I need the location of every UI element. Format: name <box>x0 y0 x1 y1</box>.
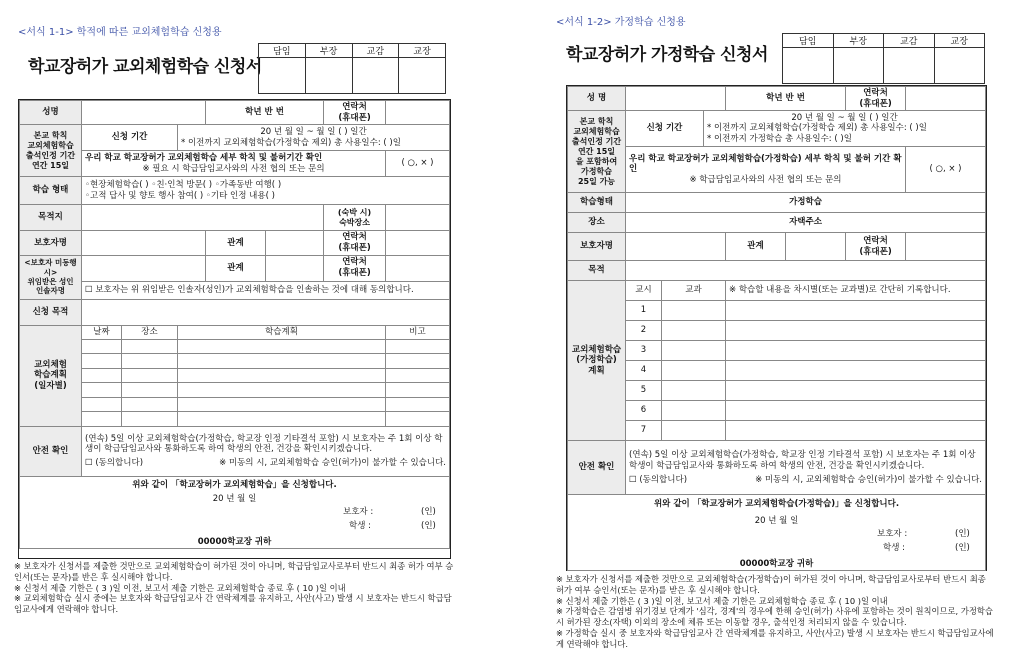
guardian-field[interactable] <box>82 231 206 255</box>
delegate-label: <보호자 미동행 시> 위임받은 성인 인솔자명 <box>20 255 82 299</box>
approval-homeroom: 담임 <box>259 44 306 58</box>
content-cell[interactable] <box>726 361 986 381</box>
plan-header-note: 비고 <box>386 325 450 339</box>
plan-cell[interactable] <box>178 368 386 383</box>
plan-cell[interactable] <box>386 397 450 412</box>
guardian-field[interactable] <box>626 233 726 261</box>
sign-box[interactable] <box>352 58 399 94</box>
safety-field <box>626 441 986 495</box>
date-line: 20 년 월 일 <box>212 494 257 505</box>
plan-cell[interactable] <box>82 397 122 412</box>
contact2-field[interactable] <box>906 233 986 261</box>
safety-agree-checkbox[interactable]: ☐ (동의합니다) <box>85 457 144 468</box>
plan-cell[interactable] <box>82 354 122 369</box>
content-cell[interactable] <box>726 321 986 341</box>
subject-cell[interactable] <box>662 401 726 421</box>
content-cell[interactable] <box>726 381 986 401</box>
rule-confirm-text: 우리 학교 학교장허가 교외체험학습(가정학습) 세부 학칙 및 불허 기간 확인 <box>629 153 902 175</box>
plan-header-content: ※ 학습할 내용을 차시별(또는 교과별)로 간단히 기록합니다. <box>726 281 986 301</box>
type-field[interactable] <box>82 177 450 205</box>
plan-header-plan: 학습계획 <box>178 325 386 339</box>
place-label: 장소 <box>568 213 626 233</box>
period-number: 5 <box>626 381 662 401</box>
plan-header-date: 날짜 <box>82 325 122 339</box>
sign-box[interactable] <box>934 48 985 84</box>
type-label: 학습형태 <box>568 193 626 213</box>
sign-box[interactable] <box>783 48 834 84</box>
subject-cell[interactable] <box>662 301 726 321</box>
student-sign-label: 학생 : <box>349 520 371 531</box>
apply-period-value: 20 년 월 일 ~ 월 일 ( ) 일간 <box>791 112 898 123</box>
subject-cell[interactable] <box>662 421 726 441</box>
type-label: 학습 형태 <box>20 177 82 205</box>
apply-period-field[interactable] <box>704 111 986 147</box>
form2-label: <서식 1-2> 가정학습 신청용 <box>556 17 686 28</box>
approval-head: 부장 <box>833 34 884 48</box>
contact2-label: 연락처 (휴대폰) <box>846 233 906 261</box>
sign-box[interactable] <box>884 48 935 84</box>
apply-period-field[interactable] <box>178 125 450 151</box>
approval-principal: 교장 <box>934 34 985 48</box>
contact-field[interactable] <box>386 101 450 125</box>
subject-cell[interactable] <box>662 341 726 361</box>
form1-notes <box>14 561 454 615</box>
plan-cell[interactable] <box>386 339 450 354</box>
rule-note: ※ 학급담임교사와의 사전 협의 또는 문의 <box>689 175 842 186</box>
dest-label: 목적지 <box>20 205 82 231</box>
contact2-field[interactable] <box>386 231 450 255</box>
student-seal[interactable]: (인) <box>421 520 436 531</box>
safety-agree-checkbox[interactable]: ☐ (동의합니다) <box>629 474 688 485</box>
dest-field[interactable] <box>82 205 324 231</box>
form1-approval-box <box>258 43 446 94</box>
period-number: 6 <box>626 401 662 421</box>
form2-notes <box>556 574 996 649</box>
plan-cell[interactable] <box>178 354 386 369</box>
plan-cell[interactable] <box>386 383 450 398</box>
principal-addressee: 00000학교장 귀하 <box>739 558 814 569</box>
approval-vice: 교감 <box>884 34 935 48</box>
plan-cell[interactable] <box>122 368 178 383</box>
period-number: 3 <box>626 341 662 361</box>
form1-table <box>18 99 451 559</box>
apply-period-label: 신청 기간 <box>626 111 704 147</box>
plan-cell[interactable] <box>386 368 450 383</box>
type-field[interactable]: 가정학습 <box>626 193 986 213</box>
plan-cell[interactable] <box>82 368 122 383</box>
grade-class-field[interactable]: 학년 반 번 <box>726 87 846 111</box>
content-cell[interactable] <box>726 401 986 421</box>
note: ※ 가정학습은 감염병 위기경보 단계가 '심각, 경계'의 경우에 한해 승인(허가) 사유에 포함하는 것이 원칙이므로, 가정학습 시 허가된 장소(자택) 이외의 장소에 체류 또는 이동할 경우, 출석인정 처리되지 않을 수 있습니다. <box>556 606 993 628</box>
name-field[interactable] <box>82 101 206 125</box>
note: ※ 신청서 제출 기한은 ( 3 )일 이전, 보고서 제출 기한은 교외체험학습 종료 후 ( 10 )일 이내 <box>14 582 346 593</box>
purpose-field[interactable] <box>82 299 450 325</box>
note: ※ 교외체험학습 실시 중에는 보호자와 학급담임교사 간 연락체계를 유지하고, 사안(사고) 발생 시 보호자는 반드시 학급담임교사에게 연락해야 합니다. <box>14 593 452 615</box>
plan-cell[interactable] <box>122 383 178 398</box>
period-label: 본교 학칙 교외체험학습 출석인정 기간 연간 15일 <box>20 125 82 177</box>
plan-header-period: 교시 <box>626 281 662 301</box>
purpose-label: 신청 목적 <box>20 299 82 325</box>
date-line: 20 년 월 일 <box>754 515 799 526</box>
plan-label: 교외체험 학습계획 (일자별) <box>20 325 82 426</box>
type-line2: ◦고적 답사 및 향토 행사 참여( ) ◦기타 인정 내용( ) <box>85 190 275 201</box>
relation-field[interactable] <box>266 231 324 255</box>
plan-cell[interactable] <box>178 383 386 398</box>
plan-cell[interactable] <box>82 412 122 427</box>
period-number: 7 <box>626 421 662 441</box>
safety-warning: ※ 미동의 시, 교외체험학습 승인(허가)이 불가할 수 있습니다. <box>755 474 982 485</box>
plan-header-subject: 교과 <box>662 281 726 301</box>
safety-text: (연속) 5일 이상 교외체험학습(가정학습, 학교장 인정 기타결석 포함) 시 보호자는 주 1회 이상 학생이 학급담임교사와 통화하도록 하여 학생의 안전, 건강을 확인시키겠습니다. <box>629 450 976 471</box>
contact-label: 연락처 (휴대폰) <box>324 101 386 125</box>
approval-head: 부장 <box>305 44 352 58</box>
note: ※ 신청서 제출 기한은 ( 3 )일 이전, 보고서 제출 기한은 교외체험학습 종료 후 ( 10 )일 이내 <box>556 595 888 606</box>
plan-cell[interactable] <box>82 383 122 398</box>
rule-confirm-text: 우리 학교 학교장허가 교외체험학습 세부 학칙 및 불허기간 확인 <box>85 153 323 164</box>
used-days: * 이전까지 교외체험학습(가정학습 제외) 총 사용일수: ( )일 <box>181 137 401 148</box>
rule-note: ※ 필요 시 학급담임교사와의 사전 협의 또는 문의 <box>142 163 325 174</box>
sign-box[interactable] <box>305 58 352 94</box>
subject-cell[interactable] <box>662 361 726 381</box>
form2-approval-box <box>782 33 985 84</box>
principal-addressee: 00000학교장 귀하 <box>197 536 272 547</box>
content-cell[interactable] <box>726 301 986 321</box>
relation-label: 관계 <box>726 233 786 261</box>
form2-title: 학교장허가 가정학습 신청서 <box>566 45 768 65</box>
type-line1: ◦현장체험학습( ) ◦친·인척 방문( ) ◦가족동반 여행( ) <box>85 180 282 191</box>
used-days-1: * 이전까지 교외체험학습(가정학습 제외) 총 사용일수: ( )일 <box>707 123 927 134</box>
plan-cell[interactable] <box>122 339 178 354</box>
subject-cell[interactable] <box>662 321 726 341</box>
rule-confirm <box>626 147 906 193</box>
form2-table <box>566 85 987 571</box>
sign-box[interactable] <box>399 58 446 94</box>
approval-vice: 교감 <box>352 44 399 58</box>
ox-field[interactable]: ( ○, × ) <box>906 147 986 193</box>
safety-label: 안전 확인 <box>20 426 82 476</box>
rule-confirm <box>82 151 386 177</box>
guardian-sign-label: 보호자 : <box>343 506 374 517</box>
contact-label: 연락처 (휴대폰) <box>846 87 906 111</box>
safety-warning: ※ 미동의 시, 교외체험학습 승인(허가)이 불가할 수 있습니다. <box>219 457 446 468</box>
contact3-field[interactable] <box>386 255 450 281</box>
period-number: 2 <box>626 321 662 341</box>
form1-label: <서식 1-1> 학적에 따른 교외체험학습 신청용 <box>18 27 222 38</box>
contact2-label: 연락처 (휴대폰) <box>324 231 386 255</box>
relation-label: 관계 <box>206 231 266 255</box>
plan-cell[interactable] <box>178 412 386 427</box>
content-cell[interactable] <box>726 341 986 361</box>
plan-label: 교외체험학습 (가정학습) 계획 <box>568 281 626 441</box>
period-label: 본교 학칙 교외체험학습 출석인정 기간 연간 15일 을 포함하여 가정학습 25일 가능 <box>568 111 626 193</box>
student-seal[interactable]: (인) <box>955 542 970 553</box>
guardian-seal[interactable]: (인) <box>421 506 436 517</box>
apply-period-label: 신청 기간 <box>82 125 178 151</box>
purpose-field[interactable] <box>626 261 986 281</box>
relation2-label: 관계 <box>206 255 266 281</box>
approval-homeroom: 담임 <box>783 34 834 48</box>
place-field[interactable]: 자택주소 <box>626 213 986 233</box>
name-label: 성 명 <box>568 87 626 111</box>
form1-title: 학교장허가 교외체험학습 신청서 <box>28 57 262 77</box>
note: ※ 보호자가 신청서를 제출한 것만으로 교외체험학습(가정학습)이 허가된 것이 아니며, 학급담임교사로부터 반드시 최종 허가 여부 승인서(또는 문자)를 받은 후 실시해야 합니다. <box>556 574 986 595</box>
note: ※ 가정학습 실시 중 보호자와 학급담임교사 간 연락체계를 유지하고, 사안(사고) 발생 시 보호자는 반드시 학급담임교사에게 연락해야 합니다. <box>556 627 994 649</box>
approval-principal: 교장 <box>399 44 446 58</box>
sign-box[interactable] <box>259 58 306 94</box>
lodging-label: (숙박 시) 숙박장소 <box>324 205 386 231</box>
statement: 위와 같이 「학교장허가 교외체험학습」을 신청합니다. <box>132 479 337 490</box>
used-days-2: * 이전까지 가정학습 총 사용일수: ( )일 <box>707 134 852 145</box>
guardian-seal[interactable]: (인) <box>955 528 970 539</box>
ox-field[interactable]: ( ○, × ) <box>386 151 450 177</box>
guardian-sign-label: 보호자 : <box>877 528 908 539</box>
subject-cell[interactable] <box>662 381 726 401</box>
guardian-label: 보호자명 <box>20 231 82 255</box>
plan-cell[interactable] <box>386 412 450 427</box>
delegate-field[interactable] <box>82 255 206 281</box>
content-cell[interactable] <box>726 421 986 441</box>
consent-checkbox[interactable]: ☐ 보호자는 위 위임받은 인솔자(성인)가 교외체험학습을 인솔하는 것에 대해 동의합니다. <box>82 281 450 299</box>
period-number: 1 <box>626 301 662 321</box>
signature-area <box>568 495 986 571</box>
name-label: 성명 <box>20 101 82 125</box>
lodging-field[interactable] <box>386 205 450 231</box>
safety-text: (연속) 5일 이상 교외체험학습(가정학습, 학교장 인정 기타결석 포함) 시 보호자는 주 1회 이상 학생이 학급담임교사와 통화하도록 하여 학생의 안전, 건강을 확인시키겠습니다. <box>85 433 443 455</box>
relation2-field[interactable] <box>266 255 324 281</box>
grade-class-field[interactable]: 학년 반 번 <box>206 101 324 125</box>
contact3-label: 연락처 (휴대폰) <box>324 255 386 281</box>
relation-field[interactable] <box>786 233 846 261</box>
name-field[interactable] <box>626 87 726 111</box>
plan-cell[interactable] <box>122 397 178 412</box>
contact-field[interactable] <box>906 87 986 111</box>
plan-header-place: 장소 <box>122 325 178 339</box>
sign-box[interactable] <box>833 48 884 84</box>
note: ※ 보호자가 신청서를 제출한 것만으로 교외체험학습이 허가된 것이 아니며, 학급담임교사로부터 반드시 최종 허가 여부 승인서(또는 문자)를 반은 후 실시해야 합니다. <box>14 561 454 582</box>
plan-cell[interactable] <box>122 354 178 369</box>
plan-cell[interactable] <box>122 412 178 427</box>
plan-cell[interactable] <box>82 339 122 354</box>
apply-period-value: 20 년 월 일 ~ 월 일 ( ) 일간 <box>260 127 367 138</box>
safety-label: 안전 확인 <box>568 441 626 495</box>
safety-field <box>82 426 450 476</box>
plan-cell[interactable] <box>386 354 450 369</box>
signature-area <box>20 476 450 549</box>
plan-cell[interactable] <box>178 397 386 412</box>
plan-cell[interactable] <box>178 339 386 354</box>
period-number: 4 <box>626 361 662 381</box>
statement: 위와 같이 「학교장허가 교외체험학습(가정학습)」을 신청합니다. <box>653 499 900 510</box>
student-sign-label: 학생 : <box>883 542 905 553</box>
purpose-label: 목적 <box>568 261 626 281</box>
guardian-label: 보호자명 <box>568 233 626 261</box>
